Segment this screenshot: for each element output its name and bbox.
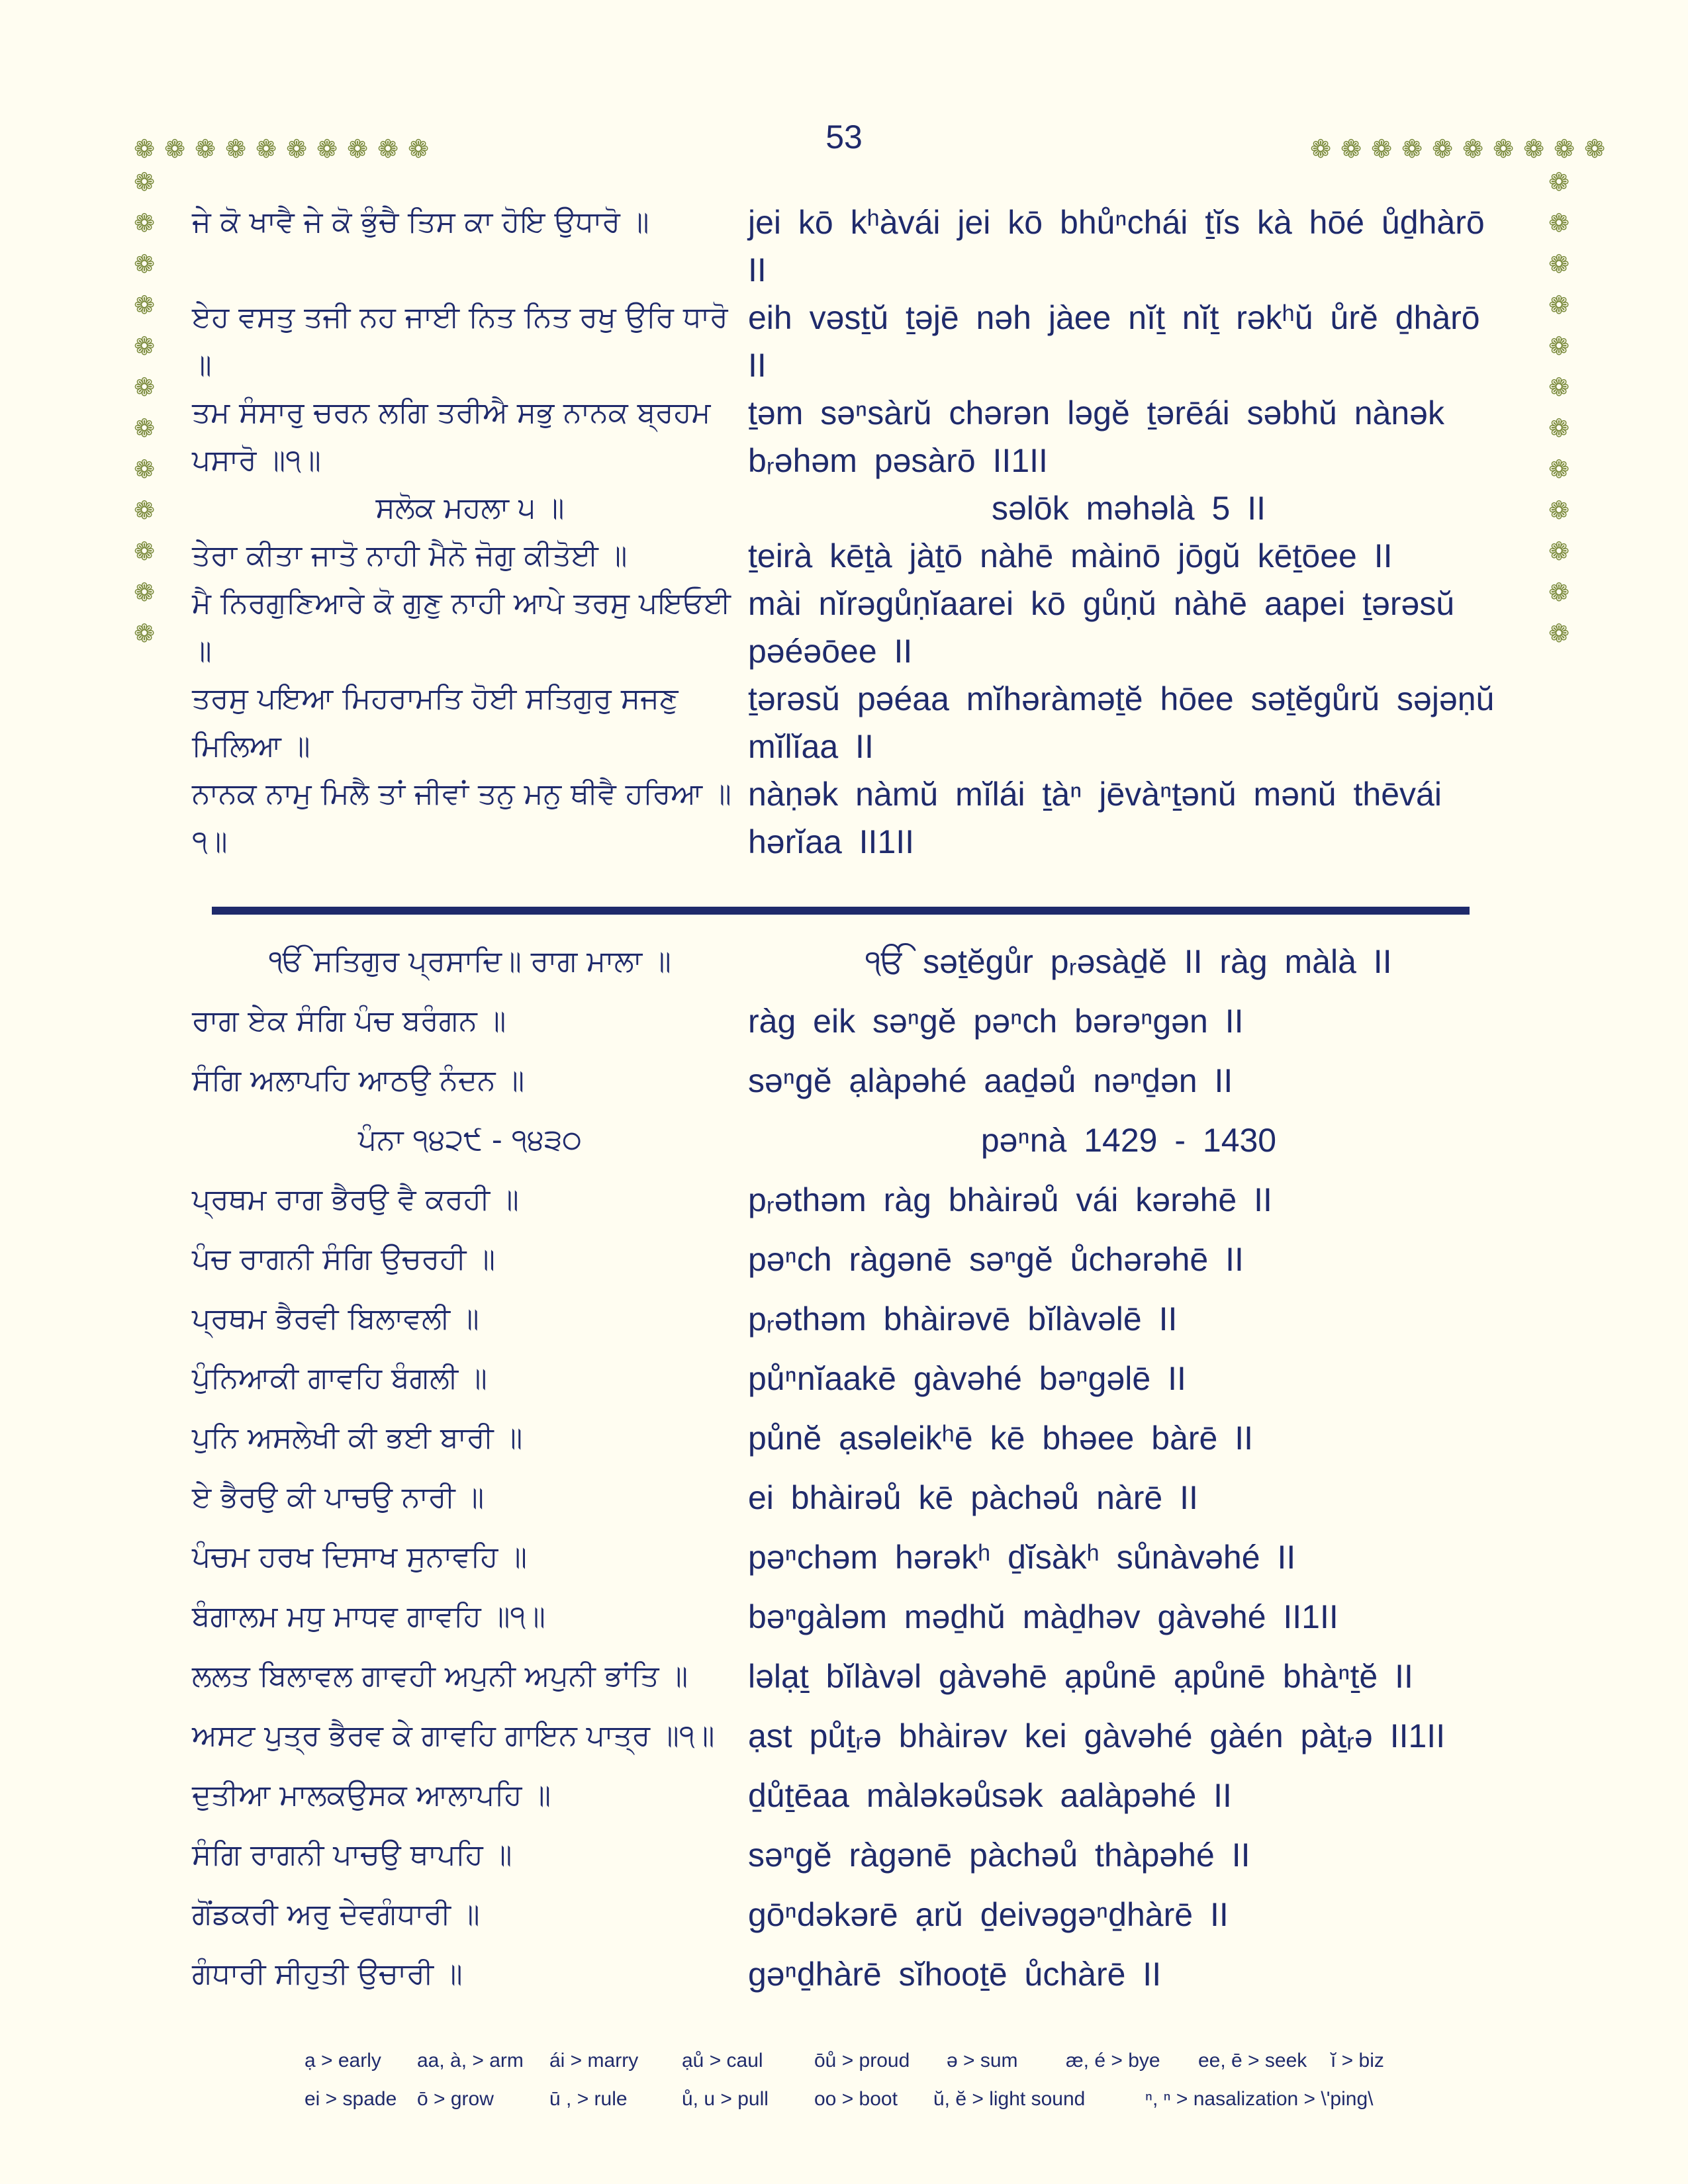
section-divider [212, 907, 1470, 915]
top-right-flower-border: ❁ ❁ ❁ ❁ ❁ ❁ ❁ ❁ ❁ ❁ [1310, 134, 1605, 163]
verse-row [192, 294, 1509, 389]
transliteration-text: půⁿnĭaakē gàvəhé bəⁿgəlē II [748, 1360, 1186, 1397]
legend-item: ee, ē > seek [1198, 2050, 1307, 2071]
legend-item: ⁿ, ⁿ > nasalization > \'ping\ [1145, 2088, 1374, 2110]
transliteration-heading: səlōk məhəlà 5 II [992, 490, 1266, 527]
verse-row [192, 199, 1509, 294]
gurmukhi-text: ਸੰਗਿ ਰਾਗਨੀ ਪਾਚਉ ਥਾਪਹਿ ॥ [192, 1838, 512, 1872]
legend-item: ei > spade [305, 2088, 397, 2110]
verse-row [192, 1825, 1509, 1885]
transliteration-text: ạst půṯᵣə bhàirəv kei gàvəhé gàén pàṯᵣə II1II [748, 1717, 1446, 1754]
gurmukhi-text: ਪੁਨਿ ਅਸਲੇਖੀ ਕੀ ਭਈ ਬਾਰੀ ॥ [192, 1421, 523, 1455]
transliteration-page-reference: pəⁿnà 1429 - 1430 [980, 1122, 1277, 1159]
transliteration-text: pəⁿch ràgənē səⁿgĕ ůchərəhē II [748, 1241, 1244, 1278]
transliteration-text: ràg eik səⁿgĕ pəⁿch bərəⁿgən II [748, 1003, 1244, 1040]
gurmukhi-text: ਏਹ ਵਸਤੁ ਤਜੀ ਨਹ ਜਾਈ ਨਿਤ ਨਿਤ ਰਖੁ ਉਰਿ ਧਾਰੋ ॥ [192, 300, 728, 382]
verse-row [192, 1587, 1509, 1647]
section-two [192, 932, 1509, 2004]
transliteration-text: gəⁿḏhàrē sĭhooṯē ůchàrē II [748, 1956, 1162, 1993]
transliteration-text: ṯərəsŭ pəéaa mĭhəràməṯĕ hōee səṯĕgůrŭ səjəṇŭ mĭlĭaa II [748, 680, 1495, 765]
transliteration-text: mài nĭrəgůṇĭaarei kō gůṇŭ nàhē aapei ṯərəsŭ pəéəōee II [748, 585, 1455, 670]
gurmukhi-text: ਗੋਂਡਕਰੀ ਅਰੁ ਦੇਵਗੰਧਾਰੀ ॥ [192, 1897, 480, 1931]
verse-row [192, 1468, 1509, 1527]
verse-row [192, 1885, 1509, 1944]
legend-item: ŭ, ĕ > light sound [933, 2088, 1086, 2110]
legend-item: ạů > caul [682, 2050, 763, 2071]
section-one [192, 199, 1509, 866]
gurmukhi-text: ਪੰਚ ਰਾਗਨੀ ਸੰਗਿ ਉਚਰਹੀ ॥ [192, 1242, 495, 1276]
verse-row [192, 991, 1509, 1051]
verse-row [192, 1944, 1509, 2004]
transliteration-text: pəⁿchəm hərəkʰ ḏĭsàkʰ sůnàvəhé II [748, 1539, 1296, 1576]
gurmukhi-text: ਜੇ ਕੋ ਖਾਵੈ ਜੇ ਕੋ ਭੁੰਚੈ ਤਿਸ ਕਾ ਹੋਇ ਉਧਾਰੋ ॥ [192, 205, 649, 239]
legend-row [305, 2042, 1496, 2080]
verse-row [192, 1170, 1509, 1230]
gurmukhi-text: ਏ ਭੈਰਉ ਕੀ ਪਾਚਉ ਨਾਰੀ ॥ [192, 1480, 485, 1514]
transliteration-text: pᵣəthəm ràg bhàirəů vái kərəhē II [748, 1181, 1272, 1218]
gurmukhi-text: ਗੰਧਾਰੀ ਸੀਹੁਤੀ ਉਚਾਰੀ ॥ [192, 1957, 463, 1991]
verse-row [192, 770, 1509, 866]
legend-item: ə > sum [947, 2050, 1018, 2071]
legend-item: ōů > proud [814, 2050, 910, 2071]
gurmukhi-text: ਸੰਗਿ ਅਲਾਪਹਿ ਆਠਉ ਨੰਦਨ ॥ [192, 1064, 525, 1097]
gurmukhi-text: ਨਾਨਕ ਨਾਮੁ ਮਿਲੈ ਤਾਂ ਜੀਵਾਂ ਤਨੁ ਮਨੁ ਥੀਵੈ ਹਰਿਆ ॥੧॥ [192, 777, 731, 858]
transliteration-text: půnĕ ạsəleikʰē kē bhəee bàrē II [748, 1420, 1254, 1457]
gurmukhi-heading: ੴ ਸਤਿਗੁਰ ਪ੍ਰਸਾਦਿ॥ ਰਾਗ ਮਾਲਾ ॥ [269, 944, 671, 978]
verse-row [192, 1408, 1509, 1468]
transliteration-text: ṯəm səⁿsàrŭ chərən ləgĕ ṯərēái səbhŭ nànək bᵣəhəm pəsàrō II1II [748, 394, 1444, 479]
legend-item: aa, à, > arm [417, 2050, 524, 2071]
transliteration-text: ṯeirà kēṯà jàṯō nàhē màinō jōgŭ kēṯōee II [748, 537, 1393, 574]
legend-item: æ, é > bye [1066, 2050, 1160, 2071]
transliteration-text: ləlạṯ bĭlàvəl gàvəhē ạpůnē ạpůnē bhàⁿṯĕ II [748, 1658, 1413, 1695]
verse-row [192, 1647, 1509, 1706]
legend-row [305, 2080, 1496, 2118]
gurmukhi-heading: ਸਲੋਕ ਮਹਲਾ ੫ ॥ [375, 491, 565, 525]
gurmukhi-text: ਅਸਟ ਪੁਤ੍ਰ ਭੈਰਵ ਕੇ ਗਾਵਹਿ ਗਾਇਨ ਪਾਤ੍ਰ ॥੧॥ [192, 1719, 715, 1752]
legend-item: ái > marry [549, 2050, 639, 2071]
legend-item: ạ > early [305, 2050, 381, 2071]
page-number: 53 [825, 118, 863, 156]
shlok-heading-row [192, 484, 1509, 532]
transliteration-heading: ੴ səṯĕgůr pᵣəsàḏĕ II ràg màlà II [865, 943, 1392, 980]
transliteration-text: bəⁿgàləm məḏhŭ màḏhəv gàvəhé II1II [748, 1598, 1338, 1635]
gurmukhi-text: ਤਮ ਸੰਸਾਰੁ ਚਰਨ ਲਗਿ ਤਰੀਐ ਸਭੁ ਨਾਨਕ ਬ੍ਰਹਮ ਪਸਾਰੋ ॥੧॥ [192, 396, 711, 477]
verse-row [192, 1230, 1509, 1289]
transliteration-text: pᵣəthəm bhàirəvē bĭlàvəlē II [748, 1300, 1178, 1338]
verse-row [192, 1289, 1509, 1349]
gurmukhi-text: ਪ੍ਰਥਮ ਭੈਰਵੀ ਬਿਲਾਵਲੀ ॥ [192, 1302, 479, 1336]
verse-row [192, 389, 1509, 484]
verse-row [192, 1051, 1509, 1111]
legend-item: oo > boot [814, 2088, 898, 2110]
transliteration-text: ei bhàirəů kē pàchəů nàrē II [748, 1479, 1198, 1516]
top-left-flower-border: ❁ ❁ ❁ ❁ ❁ ❁ ❁ ❁ ❁ ❁ [134, 134, 429, 163]
verse-row [192, 1349, 1509, 1408]
gurmukhi-text: ਪ੍ਰਥਮ ਰਾਗ ਭੈਰਉ ਵੈ ਕਰਹੀ ॥ [192, 1183, 519, 1216]
gurmukhi-text: ਪੰਚਮ ਹਰਖ ਦਿਸਾਖ ਸੁਨਾਵਹਿ ॥ [192, 1540, 527, 1574]
transliteration-text: səⁿgĕ ràgənē pàchəů thàpəhé II [748, 1837, 1250, 1874]
verse-row [192, 580, 1509, 675]
gurmukhi-text: ਮੈ ਨਿਰਗੁਣਿਆਰੇ ਕੋ ਗੁਣੁ ਨਾਹੀ ਆਪੇ ਤਰਸੁ ਪਇਓਈ ॥ [192, 586, 731, 668]
left-flower-border: ❁ ❁ ❁ ❁ ❁ ❁ ❁ ❁ ❁ ❁ ❁ ❁ [134, 167, 155, 648]
gurmukhi-text: ਪੁੰਨਿਆਕੀ ਗਾਵਹਿ ਬੰਗਲੀ ॥ [192, 1361, 487, 1395]
gurmukhi-text: ਬੰਗਾਲਮ ਮਧੁ ਮਾਧਵ ਗਾਵਹਿ ॥੧॥ [192, 1600, 545, 1633]
transliteration-text: eih vəsṯŭ ṯəjē nəh jàee nĭṯ nĭṯ rəkʰŭ ůrĕ ḏhàrō II [748, 299, 1480, 384]
legend-item: ĭ > biz [1331, 2050, 1384, 2071]
transliteration-text: nàṇək nàmŭ mĭlái ṯàⁿ jēvàⁿṯənŭ mənŭ thēvái hərĭaa II1II [748, 776, 1442, 860]
verse-row [192, 675, 1509, 770]
verse-row [192, 532, 1509, 580]
page-reference-row [192, 1111, 1509, 1170]
legend-item: ů, u > pull [682, 2088, 769, 2110]
raag-mala-heading-row [192, 932, 1509, 991]
legend-item: ū , > rule [549, 2088, 628, 2110]
transliteration-text: ḏůṯēaa màləkəůsək aalàpəhé II [748, 1777, 1232, 1814]
transliteration-text: gōⁿdəkərē ạrŭ ḏeivəgəⁿḏhàrē II [748, 1896, 1229, 1933]
verse-row [192, 1527, 1509, 1587]
gurmukhi-text: ਤਰਸੁ ਪਇਆ ਮਿਹਰਾਮਤਿ ਹੋਈ ਸਤਿਗੁਰੁ ਸਜਣੁ ਮਿਲਿਆ ॥ [192, 682, 679, 763]
gurmukhi-text: ਰਾਗ ਏਕ ਸੰਗਿ ਪੰਚ ਬਰੰਗਨ ॥ [192, 1004, 506, 1038]
gurmukhi-text: ਦੁਤੀਆ ਮਾਲਕਉਸਕ ਆਲਾਪਹਿ ॥ [192, 1778, 551, 1812]
gurmukhi-page-reference: ਪੰਨਾ ੧੪੨੯ - ੧੪੩੦ [358, 1123, 582, 1157]
transliteration-text: jei kō kʰàvái jei kō bhůⁿchái ṯĭs kà hōé ůḏhàrō II [748, 204, 1485, 289]
gurmukhi-text: ਲਲਤ ਬਿਲਾਵਲ ਗਾਵਹੀ ਅਪੁਨੀ ਅਪੁਨੀ ਭਾਂਤਿ ॥ [192, 1659, 688, 1693]
right-flower-border: ❁ ❁ ❁ ❁ ❁ ❁ ❁ ❁ ❁ ❁ ❁ ❁ [1548, 167, 1570, 648]
transliteration-text: səⁿgĕ ạlàpəhé aaḏəů nəⁿḏən II [748, 1062, 1233, 1099]
pronunciation-legend [305, 2042, 1496, 2118]
verse-row [192, 1766, 1509, 1825]
legend-item: ō > grow [417, 2088, 494, 2110]
gurmukhi-text: ਤੇਰਾ ਕੀਤਾ ਜਾਤੋ ਨਾਹੀ ਮੈਨੋ ਜੋਗੁ ਕੀਤੋਈ ॥ [192, 539, 628, 572]
verse-row [192, 1706, 1509, 1766]
